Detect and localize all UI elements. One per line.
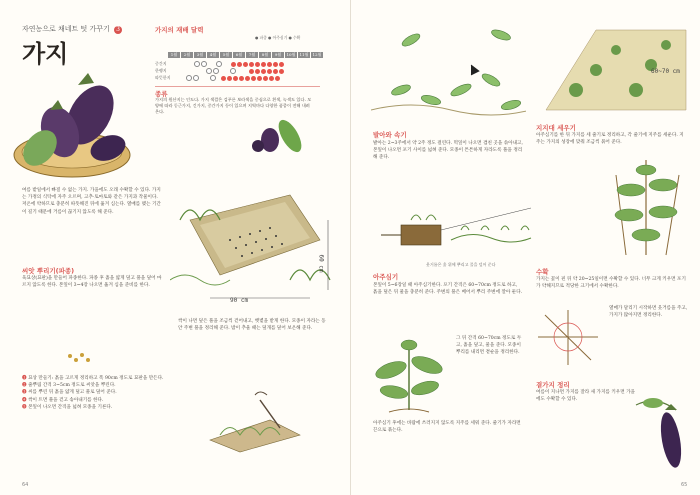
step-item: ❶ 묘상 만들기: 흙을 고르게 정리하고 폭 90cm 정도로 묘판을 만든다. — [22, 376, 164, 381]
intro-text: 여름 밭일에서 빠질 수 없는 가지. 가을에도 오래 수확할 수 있다. 가지는 가정의 식탁에 자주 오르며, 고추·토마토와 같은 가지과 작물이다. 저온에 약하므로 충분히 따뜻해진 뒤에 옮겨 심는다. 열매를 맺는 기간이 길기 때문에 거름이 끊기지 않도록 해 준다. — [22, 188, 161, 215]
pruning-heading: 곁가지 정리 — [536, 381, 570, 389]
height-dimension: 60 cm — [317, 254, 325, 273]
transplant-text: 본잎이 5~6장일 때 아주심기한다. 포기 간격은 60~70cm 정도로 하고, 흙을 덮은 뒤 물을 충분히 준다. 주변의 풀은 베어서 뿌리 주변에 깔아 둔다. — [373, 283, 523, 296]
sowing-steps — [22, 375, 167, 411]
covering-illustration — [200, 380, 310, 455]
pruning-text: 여름이 지나면 가지를 잘라 새 가지를 키우면 가을에도 수확할 수 있다. — [536, 390, 635, 403]
seed-illustration — [50, 338, 120, 368]
calendar-heading: 가지의 재배 달력 — [155, 26, 204, 34]
types-text: 가지의 원산지는 인도다. 가지 색깔은 검푸른 보라색을 중심으로 흰색, 녹색도 있다. 모양에 따라 둥근가지, 긴가지, 중간가지 등이 있으며 지역마다 다양한 품종이 전해 내려온다. — [155, 97, 312, 114]
seedling-tray-illustration — [371, 200, 546, 260]
support-heading: 지지대 세우기 — [536, 124, 576, 132]
pruning-diagram — [533, 305, 603, 370]
germination-illustration — [371, 20, 526, 120]
middle-text: 싹이 나면 덮은 풀을 조금씩 걷어내고, 햇볕을 받게 한다. 모종이 자라는 동안 주변 풀을 정리해 준다. 밤이 추울 때는 덮개를 덮어 보온해 준다. — [178, 319, 326, 332]
width-dimension: 90 cm — [230, 297, 249, 304]
types-heading: 종류 — [155, 90, 168, 98]
transplant-heading: 아주심기 — [373, 273, 399, 281]
transplant-text-2: 그 뒤 간격 60~70cm 정도로 두고, 흙을 덮고, 물을 준다. 모종이 뿌리를 내리면 곁순을 정리한다. — [456, 336, 522, 356]
calendar-row: 중간지 — [155, 60, 320, 67]
page-number: 64 — [22, 482, 29, 488]
seedbed-illustration — [170, 180, 340, 310]
support-text: 아주심기를 한 뒤 가지를 세 줄기로 정리하고, 각 줄기에 지주를 세운다. 지주는 가지의 성장에 맞춰 조금씩 묶어 준다. — [536, 133, 684, 146]
harvest-heading: 수확 — [536, 268, 549, 276]
staked-plant-illustration — [601, 150, 691, 260]
germination-text: 발아는 2~3주에서 약 2주 정도 걸린다. 떡잎이 나오면 겹친 곳을 솎아내고, 본잎이 나오면 포기 사이를 넓혀 준다. 모종이 튼튼하게 자라도록 풀을 정리해 준다. — [373, 141, 523, 161]
calendar-months: 1월 2월 3월 4월 5월 6월 7월 8월 9월 10월 11월 12월 — [155, 41, 320, 60]
step-item: ❷ 줄뿌림 간격 3~5cm 정도로 씨앗을 뿌린다. — [22, 383, 116, 389]
series-number-badge: 3 — [114, 26, 122, 34]
eggplant-varieties-illustration — [250, 112, 310, 157]
harvest-text: 가지는 꽃이 핀 뒤 약 20~25일이면 수확할 수 있다. 너무 크게 키우면 포기가 약해지므로 적당한 크기에서 수확한다. — [536, 277, 686, 290]
eggplant-basket-illustration — [10, 60, 135, 180]
transplant-plant-illustration — [369, 330, 449, 420]
tray-caption: 웃거름은 흙 위에 뿌리고 풀을 덮어 준다 — [426, 262, 496, 267]
divider — [155, 86, 320, 87]
sowing-text: 육묘상(묘판)을 만들어 파종한다. 파종 후 흙을 얇게 덮고 풀을 덮어 마르지 않도록 한다. 본잎이 3~4장 나오면 옮겨 심을 준비를 한다. — [22, 276, 162, 289]
right-page — [350, 0, 700, 495]
series-label: 자연농으로 채네트 텃 가꾸기 3 — [22, 24, 122, 34]
page-number: 65 — [681, 482, 688, 488]
step-item: ❹ 싹이 트면 풀을 걷고 솎아내기를 한다. — [22, 397, 104, 403]
step-item: ❺ 본잎이 나오면 간격을 넓혀 모종을 기른다. — [22, 404, 113, 410]
harvest-eggplant-illustration — [631, 385, 696, 480]
page-title: 가지 — [22, 40, 69, 68]
harvest-text-2: 열매가 달리기 시작하면 웃거름을 주고, 가지가 많아지면 정리한다. — [609, 306, 688, 319]
spacing-dimension: 60~70 cm — [651, 68, 680, 75]
transplant-text-3: 아주심기 후에는 바람에 쓰러지지 않도록 지주를 세워 준다. 줄기가 자라면 끈으로 묶는다. — [373, 421, 521, 434]
calendar-table — [155, 41, 320, 81]
calendar-row: 한랭지 — [155, 67, 320, 74]
calendar-legend: ● 파종 ● 아주심기 ● 수확 — [255, 35, 301, 40]
sowing-heading: 씨앗 뿌리기(파종) — [22, 267, 75, 275]
calendar-row: 따뜻한지 — [155, 74, 320, 81]
germination-heading: 발아와 속기 — [373, 131, 407, 139]
step-item: ❸ 씨를 뿌린 뒤 흙을 얇게 덮고 풀로 덮어 준다. — [22, 390, 117, 396]
